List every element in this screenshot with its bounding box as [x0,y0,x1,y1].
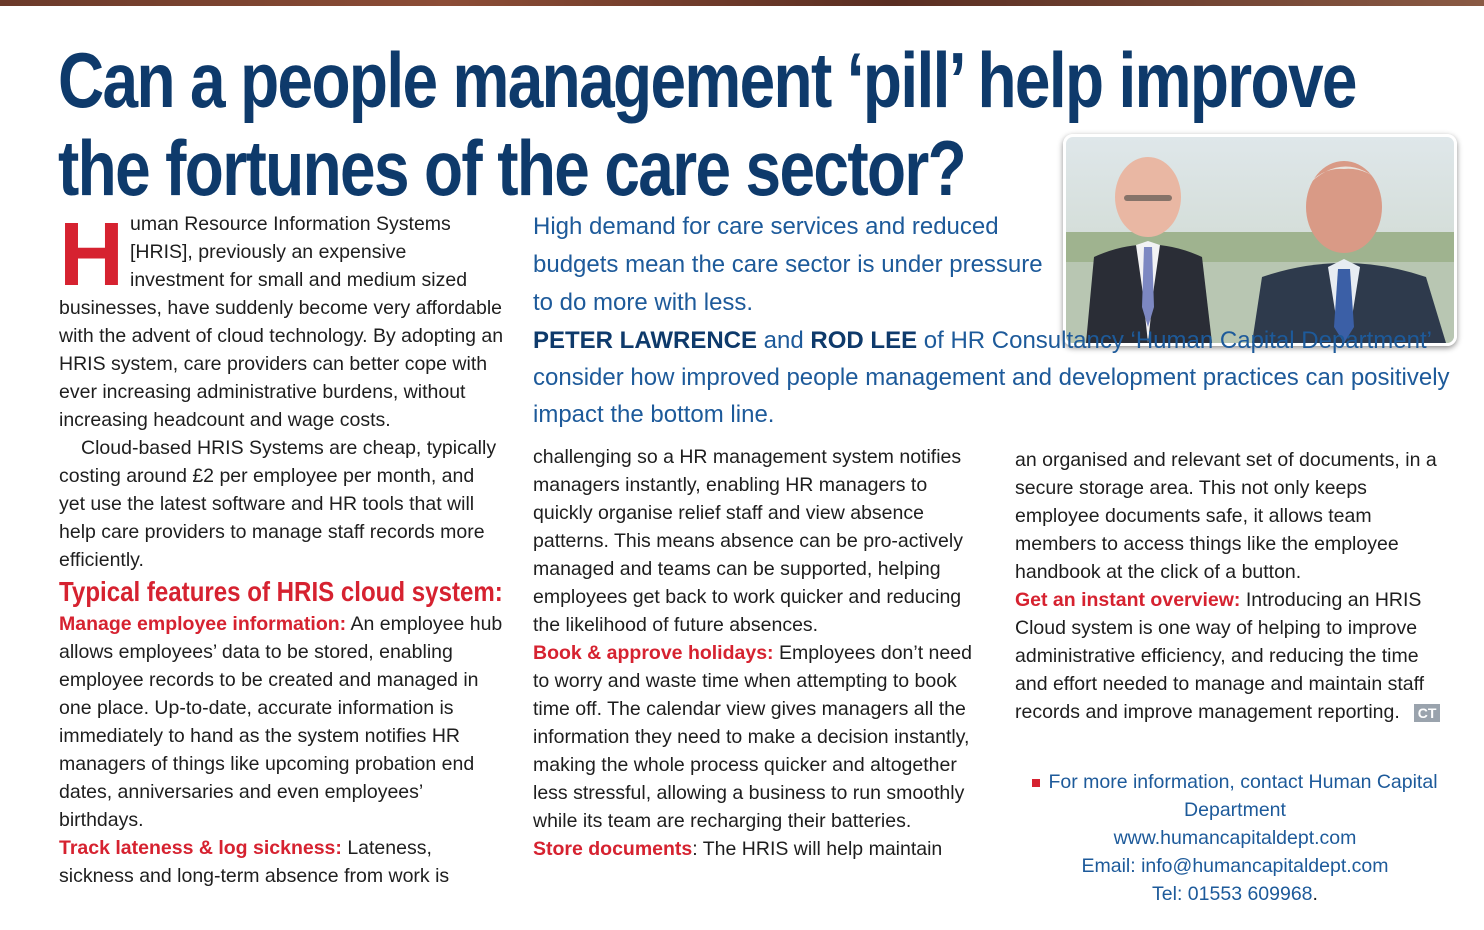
feature-text: Introducing an HRIS Cloud system is one way of helping to improve administrative efficiency, and reducing the time and effort needed to manage and maintain staff records and improve management reporting. [1015,589,1425,723]
paragraph-cost: Cloud-based HRIS Systems are cheap, typically costing around £2 per employee per month, and yet use the latest software and HR tools that will help care providers to manage staff records more efficiently. [59,437,497,571]
column-2 [533,443,983,863]
column-1 [59,205,504,890]
feature-lead: Get an instant overview: [1015,589,1241,611]
feature-manage-info [59,610,504,834]
author-name-1: PETER LAWRENCE [533,327,758,354]
feature-text: Lateness, sickness and long-term absence from work is [59,837,450,887]
contact-intro: For more information, contact Human Capital Department [1030,768,1440,824]
headline-line-2: the fortunes of the care sector? [58,124,966,212]
feature-overview [1015,586,1455,726]
authors-photo [1063,134,1457,346]
top-decorative-band [0,0,1484,6]
feature-lead: Store documents [533,838,693,860]
standfirst: High demand for care services and reduced budgets mean the care sector is under pressure to do more with less. [533,213,1043,316]
intro-text: uman Resource Information Systems [HRIS], previously an expensive investment for small and medium sized businesses, have suddenly become very affordable with the advent of cloud technology. By adopting an HRIS system, care providers can better cope with ever increasing administrative burdens, without increasing headcount and wage costs. [59,213,504,431]
byline-and: and [757,327,811,354]
feature-lead: Manage employee information: [59,613,347,635]
headline-line-1: Can a people management ‘pill’ help improve [58,36,1356,124]
author-name-2: ROD LEE [810,327,918,354]
contact-email[interactable]: Email: info@humancapitaldept.com [1081,855,1389,877]
continued-paragraph: challenging so a HR management system notifies managers instantly, enabling HR managers to quickly organise relief staff and view absence patterns. This means absence can be pro-actively managed and teams can be supported, helping employees get back to work quicker and reducing the likelihood of future absences. [533,446,963,636]
square-bullet-icon [1032,779,1040,787]
feature-holidays [533,639,983,835]
features-subheading: Typical features of HRIS cloud system: [59,576,503,607]
drop-cap: H [59,205,124,305]
continued-paragraph: an organised and relevant set of documents, in a secure storage area. This not only keeps employee documents safe, it allows team members to access things like the employee handbook at the click of a button. [1015,449,1437,583]
byline [533,322,1463,433]
feature-lead: Book & approve holidays: [533,642,774,664]
contact-website[interactable]: www.humancapitaldept.com [1113,827,1357,849]
feature-lead: Track lateness & log sickness: [59,837,342,859]
feature-text: An employee hub allows employees’ data to be stored, enabling employee records to be created and managed in one place. Up-to-date, accurate information is immediately to hand as the system notifies HR managers of things like upcoming probation end dates, anniversaries and even employees’ birthdays. [59,613,503,831]
feature-track-lateness [59,834,504,890]
feature-text: : The HRIS will help maintain [692,838,943,860]
feature-text: Employees don’t need to worry and waste time when attempting to book time off. The calendar view gives managers all the information they need to make a decision instantly, making the whole process quicker and altogether less stressful, allowing a business to run smoothly while its team are recharging their batteries. [533,642,972,832]
contact-box [1030,768,1440,908]
byline-description: of HR Consultancy ‘Human Capital Department’ consider how improved people management and development practices can positively impact the bottom line. [533,327,1450,428]
column-3 [1015,446,1455,726]
end-mark-logo: CT [1414,704,1441,722]
contact-phone: Tel: 01553 609968. [1152,883,1318,905]
feature-documents [533,835,983,863]
intro-paragraph [59,205,504,434]
